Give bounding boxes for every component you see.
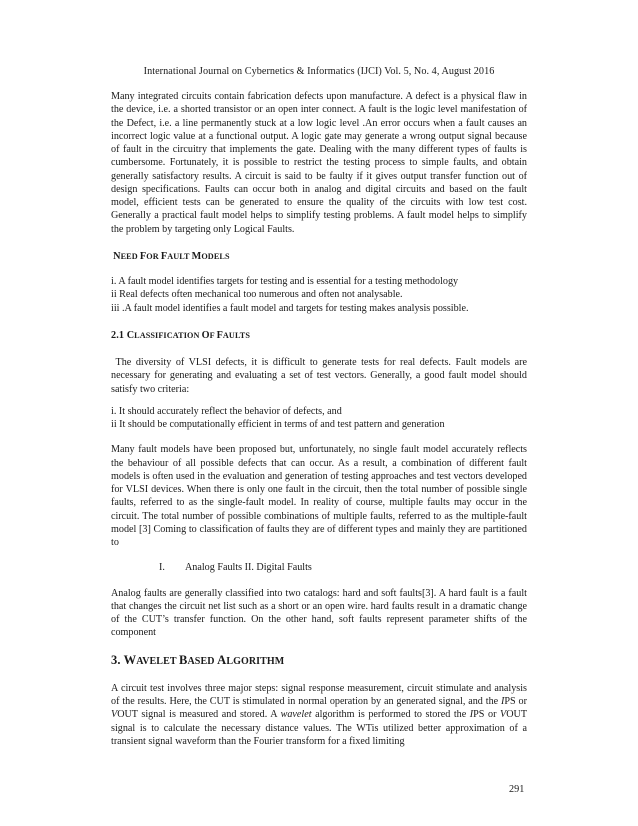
- paragraph-defects-intro: Many integrated circuits contain fabrication defects upon manufacture. A defect is a physical flaw in the device, i.e. a shorted transistor or an open inter connect. A fault is the logic level manifestation of the Defect, i.e. a line permanently stuck at a low logic level .An error occurs when a fault causes an incorrect logic value at a functional output. A logic gate may generate a wrong output signal because of fault in the circuitry that implements the gate. Dealing with the many different types of faults is cumbersome. Fortunately, it is possible to restrict the testing process to simple faults, and obtain generally satisfactory results. A circuit is said to be faulty if it gives output transfer function out of design specifications. Faults can occur both in analog and digital circuits and based on the fault model, efficient tests can be generated to ensure the quality of the circuits with low test cost. Generally a practical fault model helps to simplify testing problems. A fault model helps to simplify the problem by targeting only Logical Faults.: [111, 91, 527, 235]
- list-item: ii It should be computationally efficient in terms of and test pattern and generation: [111, 419, 445, 430]
- list-item: i. A fault model identifies targets for testing and is essential for a testing methodology: [111, 276, 459, 287]
- paragraph-fault-models: Many fault models have been proposed but, unfortunately, no single fault model accurately reflects the behaviour of all possible defects that can occur. As a result, a combination of different fault models is often used in the evaluation and generation of testing approaches and test vectors developed for VLSI devices. When there is only one fault in the circuit, then the total number of possible single faults, referred to as the single-fault model. In reality of course, multiple faults may occur in the circuit. The total number of possible combinations of multiple faults, referred to as the multiple-fault model [3] Coming to classification of faults they are of different types and mainly they are partitioned to: [111, 444, 527, 548]
- paragraph-circuit-test: A circuit test involves three major steps: signal response measurement, circuit stimulate and analysis of the results. Here, the CUT is stimulated in normal operation by an generated signal, and the IPS or VOUT signal is measured and stored. A wavelet algorithm is performed to stored the IPS or VOUT signal is to calculate the necessary distance values. The WTis utilized better approximation of a transient signal waveform than the Fourier transform for a fixed limiting: [111, 682, 528, 747]
- fault-types-line: I. Analog Faults II. Digital Faults: [159, 562, 312, 574]
- list-item: i. It should accurately reflect the behavior of defects, and: [111, 405, 342, 417]
- criteria-list: [111, 405, 527, 432]
- page-body: [111, 90, 527, 748]
- fault-model-list: [111, 275, 527, 315]
- list-item: ii Real defects often mechanical too numerous and often not analysable.: [111, 289, 403, 301]
- heading-classification-of-faults: 2.1 CLASSIFICATION OF FAULTS: [111, 329, 250, 341]
- paragraph-analog-faults: Analog faults are generally classified into two catalogs: hard and soft faults[3]. A hard fault is a fault that changes the circuit net list such as a short or an open wire. hard faults result in a dramatic change of the CUT’s transfer function. On the other hand, soft faults represent parameter shifts of the component: [111, 587, 527, 639]
- running-header: International Journal on Cybernetics & Informatics (IJCI) Vol. 5, No. 4, August 2016: [143, 66, 495, 77]
- page-number: 291: [509, 784, 525, 795]
- list-item: iii .A fault model identifies a fault model and targets for testing makes analysis possible.: [111, 302, 469, 314]
- heading-need-for-fault-models: NEED FOR FAULT MODELS: [113, 250, 230, 262]
- paragraph-vlsi-diversity: The diversity of VLSI defects, it is difficult to generate tests for real defects. Fault models are necessary for generating and evaluating a set of test vectors. Generally, a good fault model should satisfy two criteria:: [111, 357, 527, 395]
- heading-wavelet-based-algorithm: 3. WAVELET BASED ALGORITHM: [111, 652, 285, 667]
